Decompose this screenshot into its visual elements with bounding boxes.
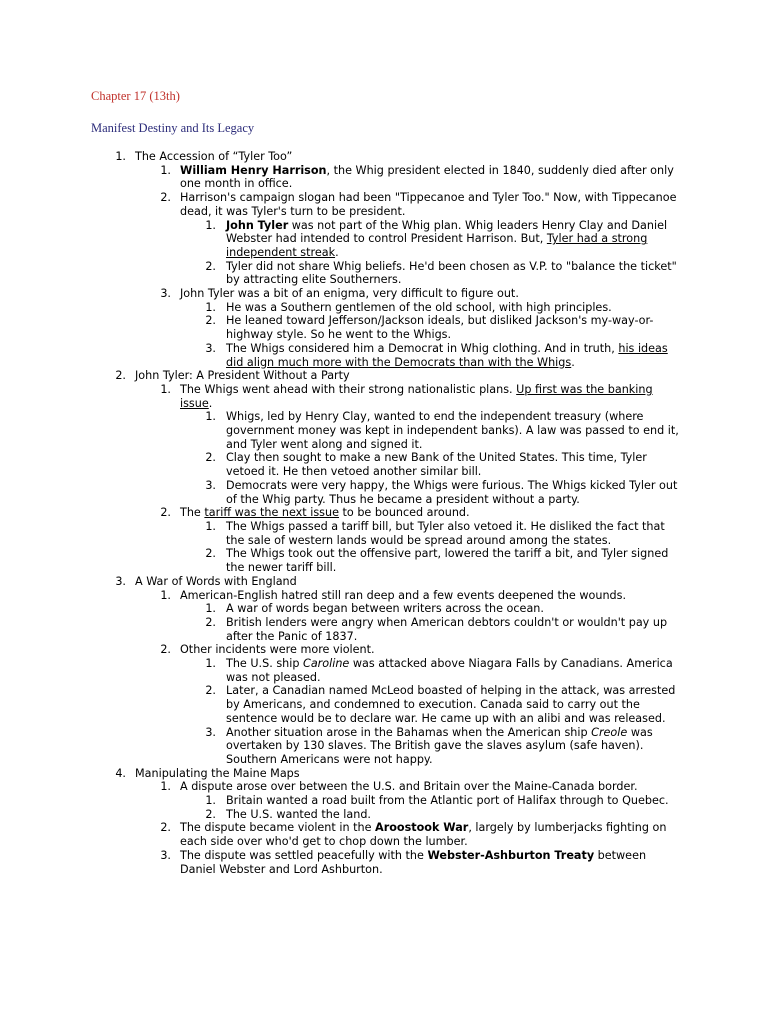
outline-item-level-2 bbox=[0, 821, 768, 848]
item-text bbox=[226, 410, 680, 451]
text-segment: The bbox=[180, 506, 205, 520]
text-segment: The Whigs considered him a Democrat in Whig clothing. And in truth, bbox=[226, 341, 619, 355]
item-number: 2. bbox=[160, 506, 171, 520]
item-number: 2. bbox=[205, 314, 216, 328]
text-segment: The dispute was settled peacefully with the bbox=[180, 848, 428, 862]
text-segment: He leaned toward Jefferson/Jackson ideals, but disliked Jackson's my-way-or-highway style. So he went to the Whigs. bbox=[226, 314, 654, 342]
item-number: 1. bbox=[160, 163, 171, 177]
text-segment: A War of Words with England bbox=[135, 574, 297, 588]
item-text bbox=[226, 314, 680, 341]
item-text bbox=[226, 616, 680, 643]
item-number: 1. bbox=[205, 657, 216, 671]
text-segment: John Tyler was a bit of an enigma, very difficult to figure out. bbox=[180, 287, 519, 301]
item-number: 1. bbox=[205, 218, 216, 232]
outline-item-level-3 bbox=[0, 726, 768, 767]
outline-item-level-3 bbox=[0, 808, 768, 822]
item-text bbox=[180, 849, 680, 876]
text-segment: Later, a Canadian named McLeod boasted of helping in the attack, was arrested by Americans, and condemned to execution. Canada said to carry out the sentence would be to declare war. He came up with an alibi and was released. bbox=[226, 684, 676, 725]
outline-item-level-3 bbox=[0, 794, 768, 808]
item-number: 1. bbox=[205, 602, 216, 616]
item-text bbox=[226, 520, 680, 547]
outline-item-level-3 bbox=[0, 479, 768, 506]
text-segment: Another situation arose in the Bahamas when the American ship bbox=[226, 725, 592, 739]
item-number: 1. bbox=[160, 382, 171, 396]
item-number: 3. bbox=[205, 478, 216, 492]
chapter-subtitle: Manifest Destiny and Its Legacy bbox=[91, 121, 255, 135]
bold-term: Aroostook War bbox=[375, 821, 469, 835]
item-number: 2. bbox=[205, 807, 216, 821]
item-number: 1. bbox=[160, 588, 171, 602]
item-number: 3. bbox=[205, 341, 216, 355]
outline-item-level-2 bbox=[0, 643, 768, 657]
bold-term: William Henry Harrison bbox=[180, 163, 327, 177]
text-segment: John Tyler: A President Without a Party bbox=[135, 369, 350, 383]
text-segment: The U.S. ship bbox=[226, 657, 304, 671]
text-segment: . bbox=[208, 396, 213, 410]
outline-item-level-2 bbox=[0, 506, 768, 520]
text-segment: . bbox=[335, 245, 339, 259]
text-segment: . bbox=[571, 355, 575, 369]
outline-item-level-2 bbox=[0, 191, 768, 218]
text-segment: British lenders were angry when American debtors couldn't or wouldn't pay up after the Panic of 1837. bbox=[226, 615, 668, 643]
outline-item-level-3 bbox=[0, 314, 768, 341]
outline-item-level-3 bbox=[0, 520, 768, 547]
item-text bbox=[226, 547, 680, 574]
text-segment: was not part of the Whig plan. Whig leaders Henry Clay and Daniel Webster had intended to control President Harrison. But, bbox=[226, 218, 668, 246]
item-number: 3. bbox=[160, 287, 171, 301]
outline-item-level-3 bbox=[0, 684, 768, 725]
text-segment: , the Whig president elected in 1840, suddenly died after only one month in office. bbox=[180, 163, 674, 191]
outline-item-level-3 bbox=[0, 602, 768, 616]
text-segment: A war of words began between writers across the ocean. bbox=[226, 602, 544, 616]
item-number: 3. bbox=[160, 848, 171, 862]
item-text bbox=[180, 780, 680, 794]
outline-item-level-2 bbox=[0, 780, 768, 794]
item-number: 2. bbox=[160, 821, 171, 835]
item-number: 1. bbox=[205, 519, 216, 533]
item-number: 2. bbox=[115, 369, 126, 383]
outline-item-level-2 bbox=[0, 383, 768, 410]
outline-item-level-3 bbox=[0, 219, 768, 260]
item-text bbox=[226, 602, 680, 616]
italic-name: Caroline bbox=[303, 657, 350, 671]
text-segment: Britain wanted a road built from the Atlantic port of Halifax through to Quebec. bbox=[226, 794, 669, 808]
item-text bbox=[226, 808, 680, 822]
text-segment: was attacked above Niagara Falls by Canadians. America was not pleased. bbox=[226, 657, 673, 684]
text-segment: A dispute arose over between the U.S. and Britain over the Maine-Canada border. bbox=[180, 780, 638, 794]
outline-item-level-3 bbox=[0, 301, 768, 315]
item-number: 1. bbox=[115, 150, 126, 163]
item-number: 3. bbox=[115, 574, 126, 588]
outline-item-level-2 bbox=[0, 164, 768, 191]
item-text bbox=[226, 342, 680, 369]
item-number: 2. bbox=[160, 643, 171, 657]
text-segment: The Whigs passed a tariff bill, but Tyler also vetoed it. He disliked the fact that the sale of western lands would be spread around among the states. bbox=[226, 519, 665, 547]
item-number: 4. bbox=[115, 766, 126, 780]
item-number: 2. bbox=[205, 547, 216, 561]
outline-item-level-2 bbox=[0, 849, 768, 876]
item-text bbox=[180, 164, 680, 191]
italic-name: Creole bbox=[591, 725, 628, 739]
item-number: 3. bbox=[205, 725, 216, 739]
text-segment: , largely by lumberjacks fighting on each side over who'd get to chop down the lumber. bbox=[180, 821, 667, 849]
item-text bbox=[135, 575, 695, 589]
item-text bbox=[180, 821, 680, 848]
item-number: 1. bbox=[205, 410, 216, 424]
underlined-phrase: Up first was the banking issue bbox=[180, 382, 653, 410]
item-text bbox=[226, 451, 680, 478]
item-number: 1. bbox=[205, 300, 216, 314]
item-text bbox=[135, 369, 695, 383]
outline-item-level-3 bbox=[0, 342, 768, 369]
outline-item-level-3 bbox=[0, 451, 768, 478]
item-text bbox=[226, 219, 680, 260]
item-text bbox=[180, 643, 680, 657]
text-segment: to be bounced around. bbox=[338, 506, 470, 520]
item-number: 1. bbox=[205, 794, 216, 808]
outline-item-level-1 bbox=[0, 767, 768, 781]
text-segment: between Daniel Webster and Lord Ashburton. bbox=[180, 848, 647, 876]
item-text bbox=[226, 260, 680, 287]
bold-term: Webster-Ashburton Treaty bbox=[427, 848, 595, 862]
text-segment: The U.S. wanted the land. bbox=[226, 807, 371, 821]
item-text bbox=[226, 479, 680, 506]
item-text bbox=[135, 767, 695, 781]
text-segment: Harrison's campaign slogan had been "Tippecanoe and Tyler Too." Now, with Tippecanoe dead, it was Tyler's turn to be president. bbox=[180, 191, 677, 218]
text-segment: He was a Southern gentlemen of the old school, with high principles. bbox=[226, 300, 612, 314]
item-text bbox=[226, 794, 680, 808]
item-text bbox=[135, 150, 695, 164]
text-segment: The dispute became violent in the bbox=[180, 821, 376, 835]
item-text bbox=[180, 506, 680, 520]
text-segment: The Whigs took out the offensive part, lowered the tariff a bit, and Tyler signed the newer tariff bill. bbox=[226, 547, 669, 575]
outline-item-level-1 bbox=[0, 150, 768, 164]
outline-item-level-3 bbox=[0, 657, 768, 684]
outline-item-level-1 bbox=[0, 369, 768, 383]
text-segment: Tyler did not share Whig beliefs. He'd been chosen as V.P. to "balance the ticket" by attracting elite Southerners. bbox=[226, 259, 677, 287]
chapter-heading: Chapter 17 (13th) bbox=[91, 89, 180, 103]
outline-list bbox=[0, 150, 768, 876]
text-segment: Democrats were very happy, the Whigs were furious. The Whigs kicked Tyler out of the Whig party. Thus he became a president without a party. bbox=[226, 478, 678, 506]
item-text bbox=[226, 301, 680, 315]
item-text bbox=[180, 287, 680, 301]
item-number: 2. bbox=[160, 191, 171, 205]
underlined-phrase: his ideas did align much more with the Democrats than with the Whigs bbox=[226, 341, 668, 369]
text-segment: Whigs, led by Henry Clay, wanted to end the independent treasury (where government money was kept in independent banks). A law was passed to end it, and Tyler went along and signed it. bbox=[226, 410, 679, 451]
item-text bbox=[226, 657, 680, 684]
outline-item-level-3 bbox=[0, 410, 768, 451]
outline-item-level-3 bbox=[0, 547, 768, 574]
text-segment: was overtaken by 130 slaves. The British gave the slaves asylum (safe haven). Southern Americans were not happy. bbox=[226, 725, 653, 766]
outline-item-level-2 bbox=[0, 287, 768, 301]
item-text bbox=[180, 191, 680, 218]
item-text bbox=[226, 684, 680, 725]
outline-item-level-3 bbox=[0, 260, 768, 287]
outline-item-level-2 bbox=[0, 589, 768, 603]
text-segment: American-English hatred still ran deep and a few events deepened the wounds. bbox=[180, 588, 627, 602]
outline-item-level-1 bbox=[0, 575, 768, 589]
item-number: 2. bbox=[205, 615, 216, 629]
text-segment: The Accession of “Tyler Too” bbox=[135, 150, 293, 163]
text-segment: The Whigs went ahead with their strong nationalistic plans. bbox=[180, 382, 517, 396]
item-number: 2. bbox=[205, 684, 216, 698]
item-number: 2. bbox=[205, 451, 216, 465]
underlined-phrase: Tyler had a strong independent streak bbox=[226, 232, 648, 259]
item-number: 1. bbox=[160, 780, 171, 794]
bold-term: John Tyler bbox=[226, 218, 289, 232]
underlined-phrase: tariff was the next issue bbox=[204, 506, 339, 520]
item-text bbox=[226, 726, 680, 767]
outline-item-level-3 bbox=[0, 616, 768, 643]
text-segment: Manipulating the Maine Maps bbox=[135, 766, 300, 780]
item-text bbox=[180, 383, 680, 410]
item-text bbox=[180, 589, 680, 603]
item-number: 2. bbox=[205, 259, 216, 273]
text-segment: Clay then sought to make a new Bank of the United States. This time, Tyler vetoed it. He then vetoed another similar bill. bbox=[226, 451, 647, 479]
text-segment: Other incidents were more violent. bbox=[180, 643, 375, 657]
